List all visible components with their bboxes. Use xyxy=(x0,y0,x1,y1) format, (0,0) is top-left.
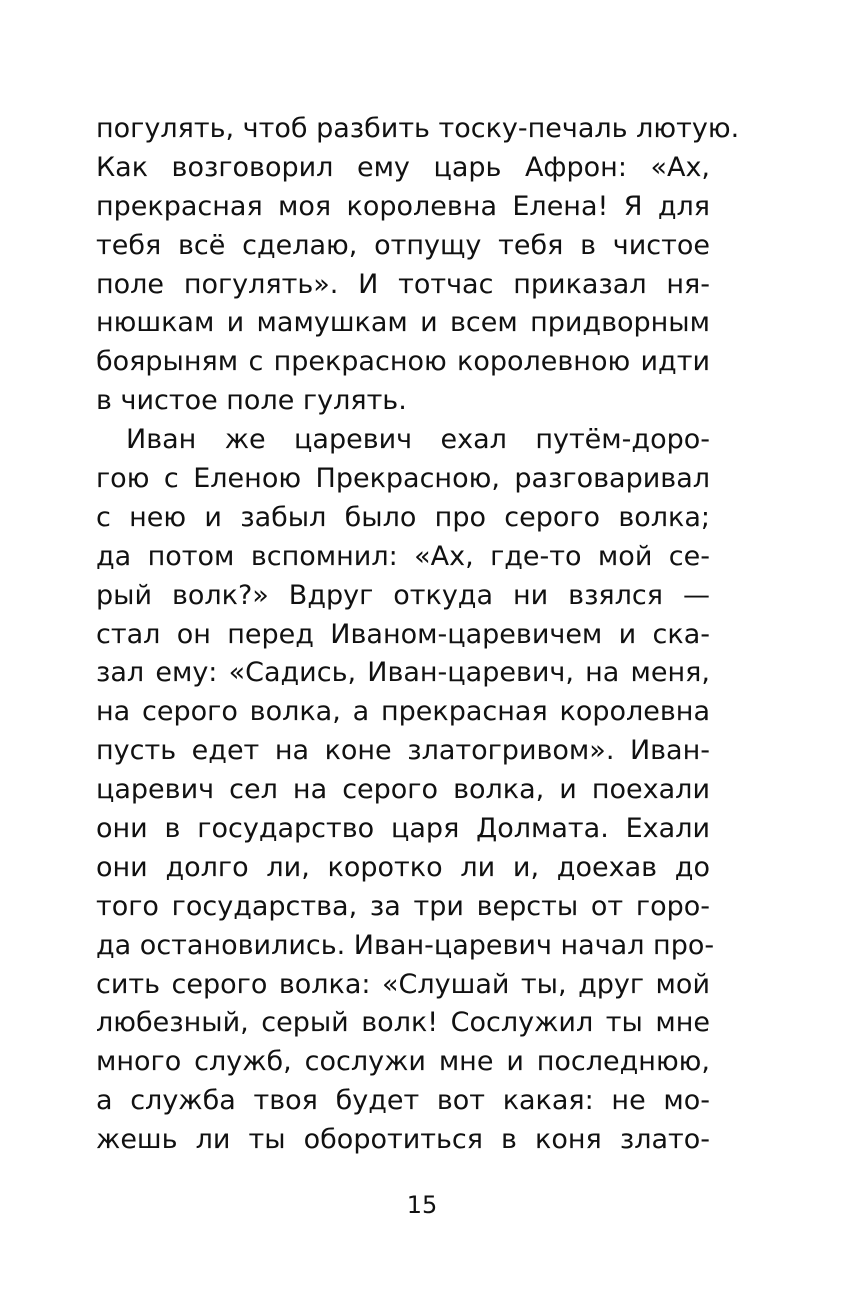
text-line: в чистое поле гулять. xyxy=(96,385,407,417)
text-line: сить серого волка: «Слушай ты, друг мой xyxy=(96,968,710,1000)
page-number: 15 xyxy=(406,1191,438,1219)
text-line: с нею и забыл было про серого волка; xyxy=(96,501,710,533)
text-body xyxy=(96,110,740,1160)
text-line: тебя всё сделаю, отпущу тебя в чистое xyxy=(96,229,710,261)
text-line: нюшкам и мамушкам и всем придворным xyxy=(96,307,710,339)
text-line: они в государство царя Долмата. Ехали xyxy=(96,813,710,845)
text-line: зал ему: «Садись, Иван-царевич, на меня, xyxy=(96,657,710,689)
text-line: а служба твоя будет вот какая: не мо- xyxy=(96,1085,710,1117)
text-line: погулять, чтоб разбить тоску-печаль лютую. xyxy=(96,113,740,144)
text-line: на серого волка, а прекрасная королевна xyxy=(96,696,710,728)
text-line: они долго ли, коротко ли и, доехав до xyxy=(96,851,710,883)
text-line: царевич сел на серого волка, и поехали xyxy=(96,774,710,806)
paragraph-1 xyxy=(96,110,740,421)
text-line: жешь ли ты оборотиться в коня злато- xyxy=(96,1124,710,1156)
text-line: того государства, за три версты от горо- xyxy=(96,890,710,922)
text-line: поле погулять». И тотчас приказал ня- xyxy=(96,268,710,300)
text-line: боярыням с прекрасною королевною идти xyxy=(96,346,710,378)
text-line: рый волк?» Вдруг откуда ни взялся — xyxy=(96,579,710,611)
text-line: пусть едет на коне златогривом». Иван- xyxy=(96,735,710,767)
text-line: Как возговорил ему царь Афрон: «Ах, xyxy=(96,151,710,183)
text-line: Иван же царевич ехал путём-доро- xyxy=(126,424,710,456)
text-line: прекрасная моя королевна Елена! Я для xyxy=(96,190,710,222)
text-line: любезный, серый волк! Сослужил ты мне xyxy=(96,1007,710,1039)
text-line: да остановились. Иван-царевич начал про- xyxy=(96,929,715,961)
text-line: стал он перед Иваном-царевичем и ска- xyxy=(96,618,710,650)
text-line: гою с Еленою Прекрасною, разговаривал xyxy=(96,463,710,495)
paragraph-2 xyxy=(96,421,715,1160)
text-line: да потом вспомнил: «Ах, где-то мой се- xyxy=(96,540,710,572)
text-line: много служб, сослужи мне и последнюю, xyxy=(96,1046,710,1078)
